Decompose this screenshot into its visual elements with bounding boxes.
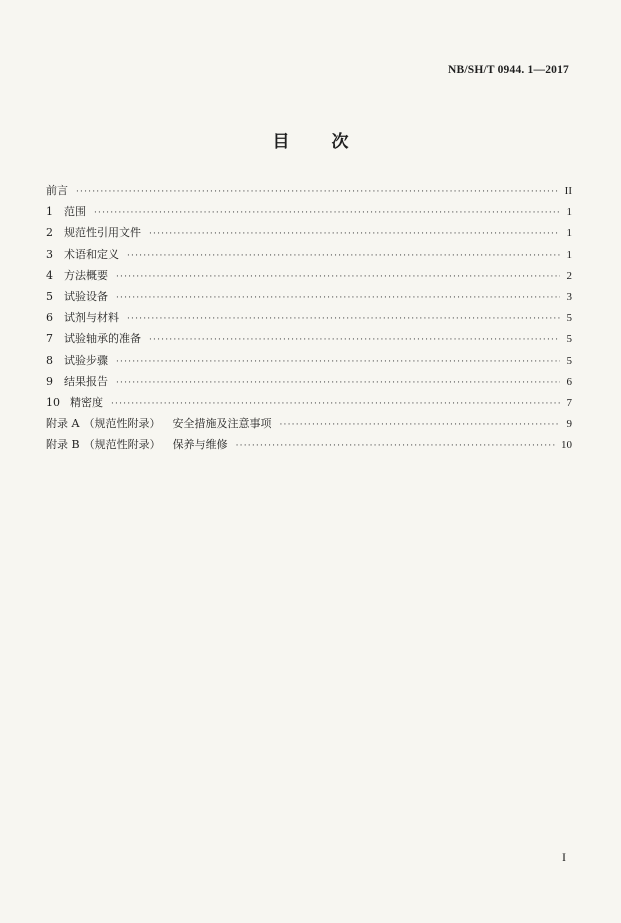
title-char-1: 目 (272, 132, 290, 152)
standard-code: NB/SH/T 0944. 1—2017 (447, 64, 569, 76)
toc-entry-5[interactable] (46, 286, 572, 307)
toc-entry-2[interactable] (46, 222, 572, 243)
toc-entry-7[interactable] (46, 328, 572, 349)
toc-entry-foreword[interactable] (46, 180, 572, 201)
toc-page-number: 3 (566, 290, 572, 303)
toc-number: 9 (46, 374, 53, 388)
toc-label: 规范性引用文件 (64, 226, 141, 240)
leader-dots (116, 267, 560, 288)
toc-page-number: 1 (566, 248, 572, 261)
toc-label: 试剂与材料 (64, 311, 119, 325)
toc-label: 术语和定义 (64, 247, 119, 261)
toc-label: 前言 (46, 184, 68, 197)
leader-dots (111, 394, 560, 415)
toc-page-number: 1 (566, 227, 572, 240)
leader-dots (116, 373, 560, 394)
toc-number: 2 (46, 226, 53, 240)
toc-page-number: 5 (566, 312, 572, 325)
toc-entry-8[interactable] (46, 350, 572, 371)
toc-entry-appendix-b[interactable] (46, 434, 572, 455)
toc-label: 保养与维修 (172, 438, 228, 452)
title-char-2: 次 (331, 132, 349, 152)
toc-number: 7 (46, 332, 53, 346)
toc-page-number: 1 (566, 206, 572, 219)
toc-label: 试验设备 (64, 289, 108, 303)
toc-entry-10[interactable] (46, 392, 572, 413)
appendix-type: （规范性附录） (83, 438, 161, 452)
toc-number: 5 (46, 289, 53, 303)
toc-label: 方法概要 (64, 268, 108, 282)
toc-label: 安全措施及注意事项 (172, 417, 272, 431)
toc-label: 试验轴承的准备 (64, 332, 141, 346)
toc-page-number: 9 (566, 418, 572, 431)
leader-dots (236, 436, 557, 457)
page-folio: I (562, 850, 566, 864)
appendix-type: （规范性附录） (83, 417, 161, 431)
toc-page-number: 10 (561, 439, 572, 452)
leader-dots (94, 203, 560, 224)
toc-number: 4 (46, 268, 53, 282)
page-title (0, 127, 621, 152)
leader-dots (127, 309, 560, 330)
toc-label: 精密度 (70, 395, 103, 409)
toc-page-number: 7 (566, 396, 572, 409)
leader-dots (116, 288, 560, 309)
leader-dots (279, 415, 560, 436)
toc-page-number: 2 (566, 269, 572, 282)
appendix-prefix: 附录 B (46, 438, 80, 452)
toc-number: 8 (46, 353, 53, 367)
toc-number: 1 (46, 205, 53, 219)
toc-number: 10 (46, 395, 60, 409)
leader-dots (149, 330, 560, 351)
toc-number: 6 (46, 311, 53, 325)
leader-dots (127, 246, 560, 267)
toc-page-number: II (564, 185, 572, 197)
toc-page-number: 6 (566, 375, 572, 388)
leader-dots (149, 224, 560, 245)
toc-entry-3[interactable] (46, 244, 572, 265)
toc-entry-appendix-a[interactable] (46, 413, 572, 434)
toc-entry-4[interactable] (46, 265, 572, 286)
toc-label: 试验步骤 (64, 353, 108, 367)
table-of-contents (46, 180, 572, 455)
toc-page-number: 5 (566, 333, 572, 346)
toc-entry-9[interactable] (46, 371, 572, 392)
toc-number: 3 (46, 247, 53, 261)
toc-label: 结果报告 (64, 374, 108, 388)
leader-dots (116, 352, 560, 373)
toc-entry-1[interactable] (46, 201, 572, 222)
toc-label: 范围 (64, 205, 86, 219)
appendix-prefix: 附录 A (46, 417, 80, 431)
toc-entry-6[interactable] (46, 307, 572, 328)
toc-page-number: 5 (566, 354, 572, 367)
leader-dots (76, 182, 560, 203)
